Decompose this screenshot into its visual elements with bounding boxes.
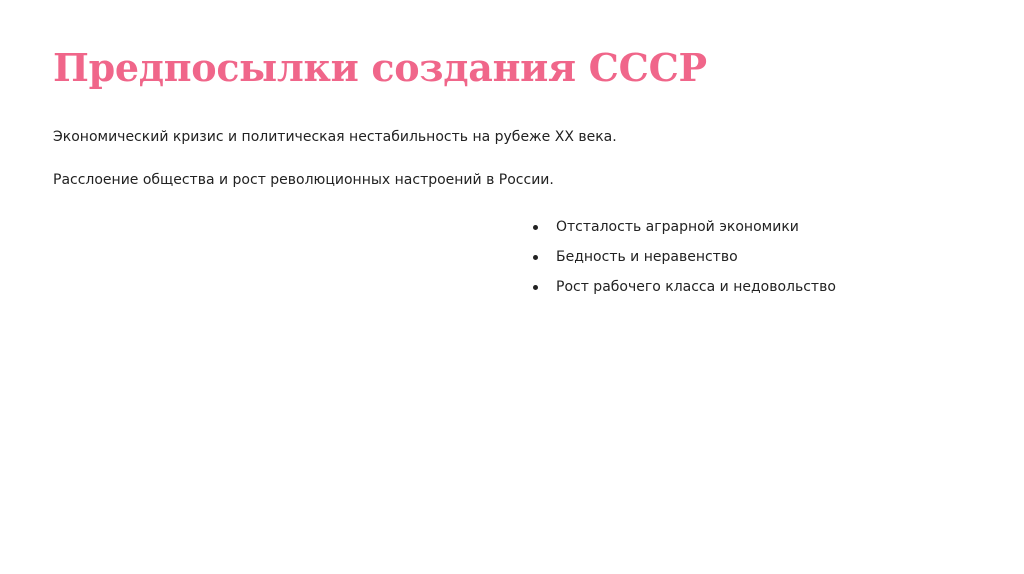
paragraph-social-stratification: Расслоение общества и рост революционных настроений в России. — [53, 172, 554, 188]
bullet-text: Бедность и неравенство — [556, 249, 738, 265]
bullet-text: Рост рабочего класса и недовольство — [556, 279, 836, 295]
bullet-dot-icon — [533, 225, 538, 230]
bullet-item — [533, 276, 836, 306]
bullet-dot-icon — [533, 285, 538, 290]
bullet-item — [533, 216, 836, 246]
bullet-list — [533, 216, 836, 306]
bullet-dot-icon — [533, 255, 538, 260]
paragraph-economic-crisis: Экономический кризис и политическая нестабильность на рубеже XX века. — [53, 129, 617, 145]
bullet-item — [533, 246, 836, 276]
slide-title: Предпосылки создания СССР — [53, 45, 707, 90]
bullet-text: Отсталость аграрной экономики — [556, 219, 799, 235]
